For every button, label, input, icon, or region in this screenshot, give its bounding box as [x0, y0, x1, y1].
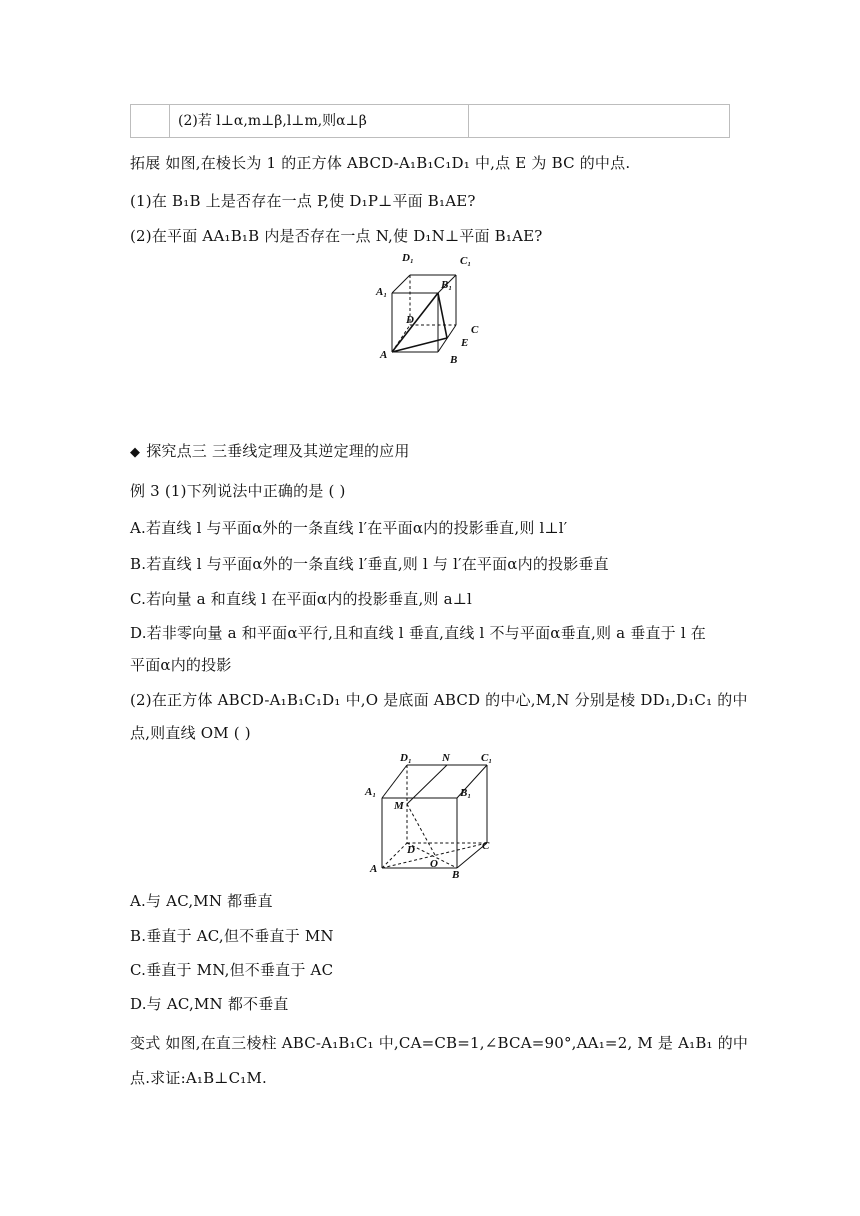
- label-m: M: [394, 800, 404, 812]
- label-b1: B₁: [460, 787, 472, 799]
- label-a1: A₁: [365, 786, 377, 798]
- example3-option-d-line1: D.若非零向量 a 和平面α平行,且和直线 l 垂直,直线 l 不与平面α垂直,则 a 垂直于 l 在: [130, 624, 706, 642]
- cube-figure-1: [370, 245, 490, 370]
- extension-q2: (2)在平面 AA₁B₁B 内是否存在一点 N,使 D₁N⊥平面 B₁AE?: [130, 227, 543, 245]
- part2-option-d: D.与 AC,MN 都不垂直: [130, 995, 289, 1013]
- label-d: D: [407, 844, 415, 856]
- label-d: D: [406, 314, 414, 326]
- part2-option-a: A.与 AC,MN 都垂直: [130, 892, 273, 910]
- example3-part2-line1: (2)在正方体 ABCD-A₁B₁C₁D₁ 中,O 是底面 ABCD 的中心,M,N 分别是棱 DD₁,D₁C₁ 的中: [130, 691, 748, 709]
- table-cell-text: (2)若 l⊥α,m⊥β,l⊥m,则α⊥β: [170, 105, 469, 137]
- extension-intro: 拓展 如图,在棱长为 1 的正方体 ABCD-A₁B₁C₁D₁ 中,点 E 为 BC 的中点.: [130, 154, 631, 172]
- label-a: A: [370, 863, 378, 875]
- label-c1: C₁: [460, 255, 472, 267]
- example3-option-b: B.若直线 l 与平面α外的一条直线 l′垂直,则 l 与 l′在平面α内的投影垂直: [130, 555, 609, 573]
- table-cell-empty: [131, 105, 170, 137]
- label-b: B: [452, 869, 460, 881]
- label-c: C: [482, 840, 490, 852]
- example3-option-a: A.若直线 l 与平面α外的一条直线 l′在平面α内的投影垂直,则 l⊥l′: [130, 519, 568, 537]
- section-title: 探究点三 三垂线定理及其逆定理的应用: [146, 442, 410, 460]
- example3-heading: 例 3 (1)下列说法中正确的是 ( ): [130, 482, 346, 500]
- example3-option-c: C.若向量 a 和直线 l 在平面α内的投影垂直,则 a⊥l: [130, 590, 473, 608]
- diamond-icon: ◆: [130, 445, 141, 460]
- label-d1: D₁: [400, 752, 412, 764]
- label-n: N: [442, 752, 450, 764]
- table-row: [130, 104, 730, 138]
- label-a1: A₁: [376, 286, 388, 298]
- part2-option-c: C.垂直于 MN,但不垂直于 AC: [130, 961, 334, 979]
- section-heading: [130, 440, 410, 461]
- part2-option-b: B.垂直于 AC,但不垂直于 MN: [130, 927, 334, 945]
- label-d1: D₁: [402, 252, 414, 264]
- example3-option-d-line2: 平面α内的投影: [130, 656, 232, 674]
- variant-line2: 点.求证:A₁B⊥C₁M.: [130, 1069, 268, 1087]
- table-cell-empty: [469, 105, 729, 137]
- label-e: E: [461, 337, 469, 349]
- example3-part2-line2: 点,则直线 OM ( ): [130, 724, 251, 742]
- label-a: A: [380, 349, 388, 361]
- label-c1: C₁: [481, 752, 493, 764]
- cube-figure-2: [360, 745, 505, 885]
- label-b1: B₁: [441, 279, 453, 291]
- label-o: O: [430, 858, 438, 870]
- extension-q1: (1)在 B₁B 上是否存在一点 P,使 D₁P⊥平面 B₁AE?: [130, 192, 476, 210]
- label-c: C: [471, 324, 479, 336]
- variant-line1: 变式 如图,在直三棱柱 ABC-A₁B₁C₁ 中,CA=CB=1,∠BCA=90°,AA₁=2, M 是 A₁B₁ 的中: [130, 1034, 749, 1052]
- label-b: B: [450, 354, 458, 366]
